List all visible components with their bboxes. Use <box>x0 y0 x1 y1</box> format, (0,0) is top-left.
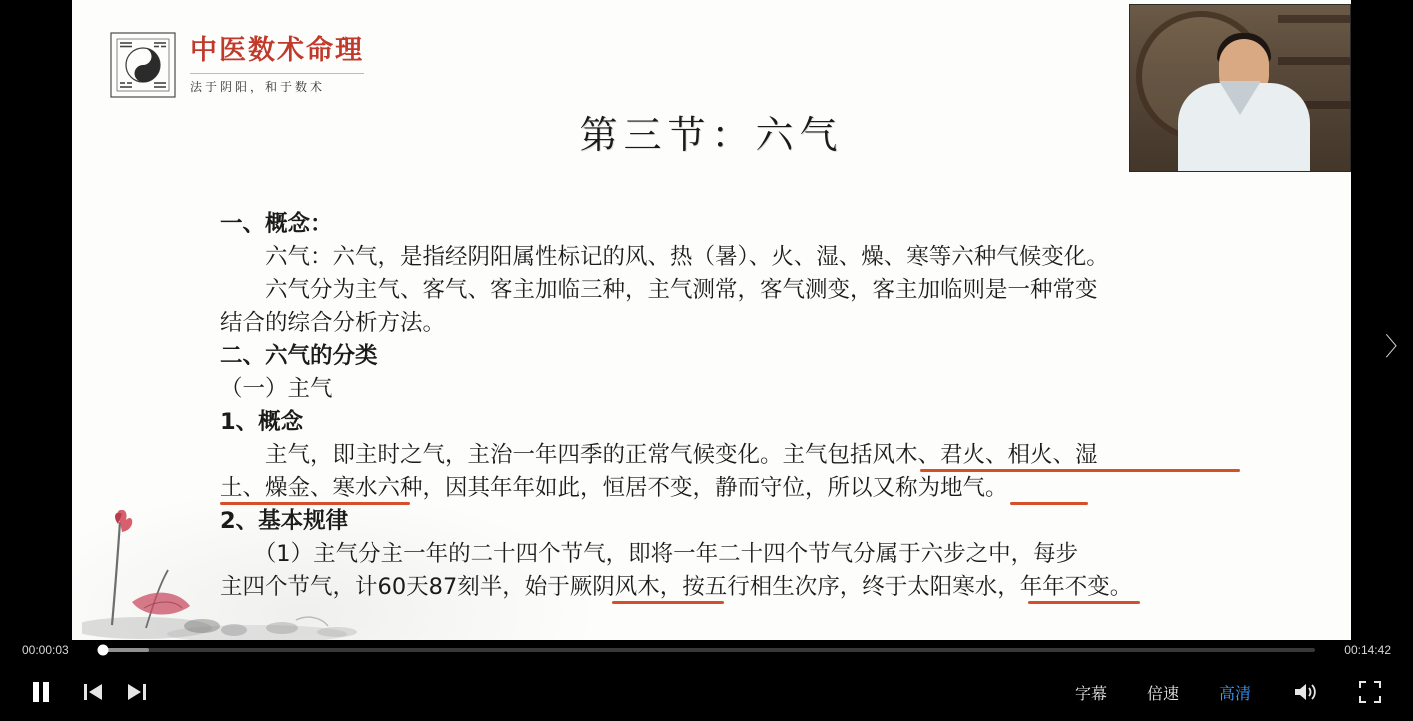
brand-subtitle: 法于阴阳，和于数术 <box>190 73 364 95</box>
slide-body <box>220 208 1245 604</box>
bagua-icon <box>110 32 176 98</box>
current-time-label: 00:00:03 <box>22 643 69 657</box>
volume-glyph <box>1292 680 1318 704</box>
slide-line: 结合的综合分析方法。 <box>220 310 446 336</box>
underline-jueyinfengmu <box>612 601 724 604</box>
slide-line: 二、六气的分类 <box>220 343 378 369</box>
brand-title: 中医数术命理 <box>190 35 364 67</box>
slide-line: 2、基本规律 <box>220 508 349 534</box>
next-glyph <box>126 681 148 703</box>
total-time-label: 00:14:42 <box>1344 643 1391 657</box>
webcam-shelf <box>1278 57 1350 65</box>
slide-title: 第三节：六气 <box>579 113 844 157</box>
quality-button[interactable]: 高清 <box>1218 683 1251 703</box>
previous-glyph <box>82 681 104 703</box>
underline-diqi <box>1010 502 1088 505</box>
player-controls <box>0 663 1413 721</box>
slide-line: 土、燥金、寒水六种，因其年年如此，恒居不变，静而守位，所以又称为地气。 <box>220 475 1008 501</box>
slide-line: （1）主气分主一年的二十四个节气，即将一年二十四个节气分属于六步之中，每步 <box>220 541 1079 567</box>
instructor-webcam[interactable] <box>1129 4 1351 172</box>
progress-row <box>0 641 1413 659</box>
slide-line: 主四个节气，计60天87刻半，始于厥阴风木，按五行相生次序，终于太阳寒水，年年不变。 <box>220 574 1133 600</box>
next-slide-arrow-icon[interactable]: 〉 <box>1385 333 1411 361</box>
slide-line: 六气分为主气、客气、客主加临三种，主气测常，客气测变，客主加临则是一种常变 <box>220 277 1098 303</box>
seek-bar[interactable] <box>98 648 1315 652</box>
underline-zaojin-hanshui <box>220 502 410 505</box>
webcam-shelf <box>1278 15 1350 23</box>
seek-handle[interactable] <box>97 645 108 656</box>
subtitle-button[interactable]: 字幕 <box>1074 683 1107 703</box>
fullscreen-glyph <box>1358 680 1382 704</box>
volume-icon[interactable] <box>1291 678 1319 706</box>
brand-logo <box>110 32 364 98</box>
slide-line: 主气，即主时之气，主治一年四季的正常气候变化。主气包括风木、君火、相火、湿 <box>220 442 1098 468</box>
slide-line: 一、概念： <box>220 211 333 237</box>
slide-line: （一）主气 <box>220 376 333 402</box>
playback-speed-button[interactable]: 倍速 <box>1146 683 1179 703</box>
next-icon[interactable] <box>124 679 150 705</box>
previous-icon[interactable] <box>80 679 106 705</box>
slide-line: 六气：六气，是指经阴阳属性标记的风、热（暑）、火、湿、燥、寒等六种气候变化。 <box>220 244 1109 270</box>
underline-taiyanghanshui <box>1028 601 1140 604</box>
brand-text <box>190 35 364 94</box>
pause-glyph <box>31 681 51 703</box>
fullscreen-icon[interactable] <box>1357 679 1383 705</box>
pause-icon[interactable] <box>28 679 54 705</box>
slide-line: 1、概念 <box>220 409 304 435</box>
